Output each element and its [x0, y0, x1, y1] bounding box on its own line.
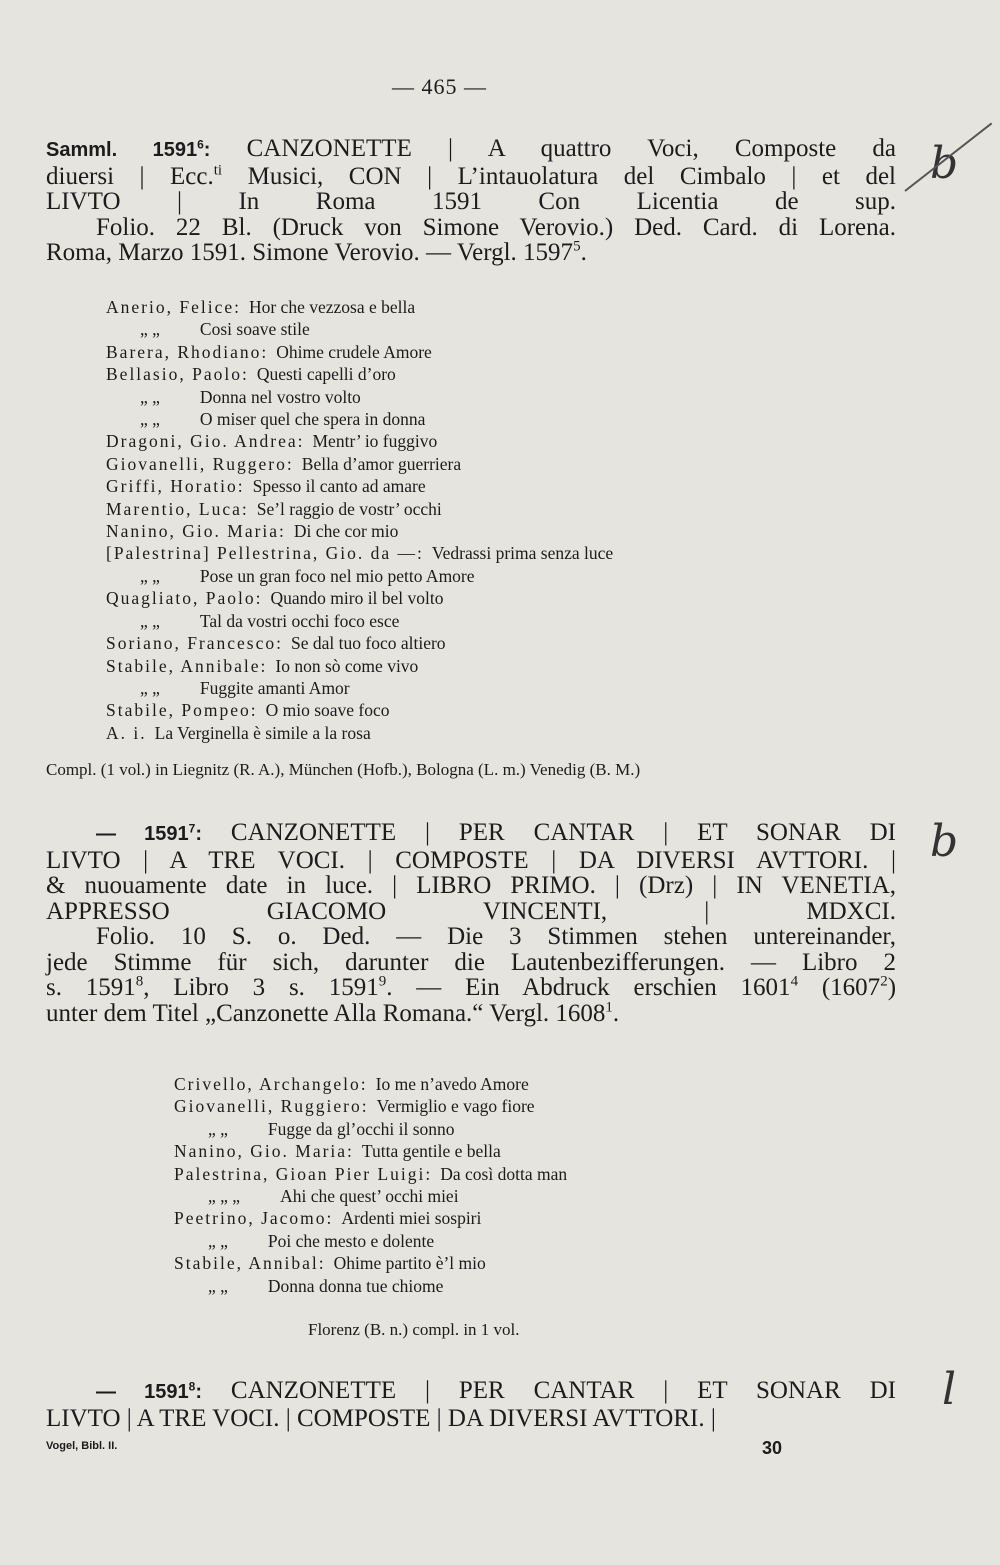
list-item: [174, 1230, 567, 1252]
composer-name: „ „: [208, 1275, 228, 1296]
composer-name: Stabile, Annibal:: [174, 1253, 326, 1274]
page-number: — 465 —: [392, 74, 487, 99]
list-item: [174, 1185, 567, 1207]
piece-title: Fuggite amanti Amor: [199, 677, 350, 698]
text-line: & nuouamente date in luce. | LIBRO PRIMO. | (Drz) | IN VENETIA,: [46, 872, 896, 899]
composer-name: Stabile, Pompeo:: [106, 700, 258, 721]
piece-title: Ohime crudele Amore: [276, 341, 432, 362]
handwritten-margin-mark: b: [930, 138, 959, 189]
text-line: LIVTO | A TRE VOCI. | COMPOSTE | DA DIVERSI AVTTORI. |: [46, 846, 896, 874]
text-line: s. 1591$^8$, Libro 3 s. 1591$^9$. — Ein Abdruck erschien 1601$^4$ (1607$^2$): [46, 973, 897, 1001]
piece-title: Questi capelli d’oro: [256, 364, 396, 385]
handwritten-margin-mark: b: [930, 816, 959, 867]
list-item: [106, 430, 613, 452]
list-item: [106, 363, 613, 385]
piece-title: O mio soave foco: [265, 700, 390, 721]
composer-name: „ „: [140, 409, 160, 430]
composer-name: Peetrino, Jacomo:: [174, 1208, 334, 1229]
list-item: [106, 699, 613, 721]
piece-title: Cosi soave stile: [199, 319, 310, 340]
piece-title: Ardenti miei sospiri: [341, 1208, 482, 1229]
entry-1591-8-description: [46, 1378, 896, 1431]
composer-name: „ „: [208, 1230, 228, 1251]
entry-1591-6-description: [46, 136, 896, 266]
text-line: unter dem Titel „Canzonette Alla Romana.“ Vergl. 1608$^1$.: [46, 999, 620, 1027]
piece-title: Mentr’ io fuggivo: [312, 431, 438, 452]
piece-title: Bella d’amor guerriera: [301, 453, 462, 474]
piece-title: Ahi che quest’ occhi miei: [280, 1186, 459, 1207]
piece-title: O miser quel che spera in donna: [199, 409, 426, 430]
composer-name: Nanino, Gio. Maria:: [174, 1141, 354, 1162]
list-item: [106, 655, 613, 677]
text-line: Folio. 22 Bl. (Druck von Simone Verovio.) Ded. Card. di Lorena.: [96, 213, 896, 241]
list-item: [106, 453, 613, 475]
composer-name: „ „: [208, 1118, 228, 1139]
list-item: [106, 587, 613, 609]
list-item: [174, 1207, 567, 1229]
list-item: [106, 475, 613, 497]
handwritten-margin-mark: l: [942, 1364, 957, 1415]
entry-1591-7-copies: Florenz (B. n.) compl. in 1 vol.: [308, 1320, 520, 1339]
list-item: [106, 408, 613, 430]
text-line: diuersi | Ecc.$^{ti}$ Musici, CON | L’intauolatura del Cimbalo | et del: [46, 162, 897, 190]
composer-name: Quagliato, Paolo:: [106, 588, 263, 609]
composer-name: A. i.: [106, 722, 147, 743]
list-item: [106, 722, 613, 744]
list-item: [174, 1140, 567, 1162]
text-line: LIVTO | A TRE VOCI. | COMPOSTE | DA DIVERSI AVTTORI. |: [46, 1404, 716, 1432]
piece-title: Tal da vostri occhi foco esce: [199, 610, 400, 631]
text-line: Folio. 10 S. o. Ded. — Die 3 Stimmen stehen untereinander,: [96, 923, 896, 950]
list-item: [106, 318, 613, 340]
signature-mark: Vogel, Bibl. II.: [46, 1440, 118, 1452]
composer-name: Nanino, Gio. Maria:: [106, 521, 286, 542]
text-line: — 1591$^7$: CANZONETTE | PER CANTAR | ET SONAR DI: [96, 819, 896, 846]
list-item: [174, 1252, 567, 1274]
composer-name: Giovanelli, Ruggiero:: [174, 1096, 369, 1117]
composer-name: Palestrina, Gioan Pier Luigi:: [174, 1163, 433, 1184]
piece-title: Da così dotta man: [440, 1163, 568, 1184]
entry-1591-6-contents: [106, 296, 613, 744]
composer-name: Stabile, Annibale:: [106, 655, 268, 676]
list-item: [174, 1073, 567, 1095]
list-item: [106, 341, 613, 363]
composer-name: „ „: [140, 610, 160, 631]
piece-title: Fugge da gl’occhi il sonno: [267, 1118, 455, 1139]
piece-title: Vermiglio e vago fiore: [376, 1096, 535, 1117]
composer-name: Anerio, Felice:: [106, 297, 241, 317]
list-item: [106, 386, 613, 408]
composer-name: Barera, Rhodiano:: [106, 341, 269, 362]
composer-name: „ „ „: [208, 1186, 241, 1207]
entry-1591-7-contents: [174, 1073, 567, 1297]
text-line: LIVTO | In Roma 1591 Con Licentia de sup.: [46, 188, 896, 215]
text-line: jede Stimme für sich, darunter die Lautenbezifferungen. — Libro 2: [46, 948, 896, 976]
piece-title: Poi che mesto e dolente: [267, 1230, 435, 1251]
list-item: [174, 1275, 567, 1297]
list-item: [174, 1118, 567, 1140]
composer-name: Crivello, Archangelo:: [174, 1074, 368, 1094]
piece-title: Se’l raggio de vostr’ occhi: [256, 498, 442, 519]
piece-title: Donna donna tue chiome: [267, 1275, 444, 1296]
piece-title: La Verginella è simile a la rosa: [154, 722, 371, 743]
composer-name: „ „: [140, 386, 160, 407]
piece-title: Hor che vezzosa e bella: [248, 297, 416, 317]
text-line: Roma, Marzo 1591. Simone Verovio. — Vergl. 1597$^5$.: [46, 238, 587, 266]
piece-title: Tutta gentile e bella: [361, 1141, 501, 1162]
list-item: [174, 1095, 567, 1117]
composer-name: „ „: [140, 319, 160, 340]
entry-1591-7-description: [46, 820, 896, 1026]
composer-name: „ „: [140, 677, 160, 698]
list-item: [106, 632, 613, 654]
piece-title: Pose un gran foco nel mio petto Amore: [199, 565, 475, 586]
piece-title: Quando miro il bel volto: [270, 588, 444, 609]
composer-name: Soriano, Francesco:: [106, 633, 283, 654]
piece-title: Di che cor mio: [293, 521, 399, 542]
piece-title: Spesso il canto ad amare: [252, 476, 426, 497]
composer-name: Dragoni, Gio. Andrea:: [106, 431, 305, 452]
piece-title: Io me n’avedo Amore: [375, 1074, 529, 1094]
list-item: [106, 520, 613, 542]
entry-1591-6-copies: Compl. (1 vol.) in Liegnitz (R. A.), München (Hofb.), Bologna (L. m.) Venedig (B. M.): [46, 760, 641, 779]
piece-title: Vedrassi prima senza luce: [431, 543, 614, 564]
text-line: APPRESSO GIACOMO VINCENTI, | MDXCI.: [46, 897, 896, 925]
list-item: [106, 677, 613, 699]
signature-number: 30: [762, 1438, 783, 1458]
text-line: — 1591$^8$: CANZONETTE | PER CANTAR | ET SONAR DI: [96, 1377, 896, 1404]
list-item: [106, 498, 613, 520]
composer-name: Griffi, Horatio:: [106, 476, 245, 497]
list-item: [106, 296, 613, 318]
text-line: Samml. 1591$^6$: CANZONETTE | A quattro Voci, Composte da: [46, 135, 896, 162]
list-item: [106, 565, 613, 587]
composer-name: Giovanelli, Ruggero:: [106, 453, 294, 474]
piece-title: Se dal tuo foco altiero: [291, 633, 446, 654]
composer-name: [Palestrina] Pellestrina, Gio. da —:: [106, 543, 424, 564]
list-item: [106, 610, 613, 632]
list-item: [106, 542, 613, 564]
composer-name: „ „: [140, 565, 160, 586]
piece-title: Ohime partito è’l mio: [333, 1253, 486, 1274]
piece-title: Donna nel vostro volto: [199, 386, 361, 407]
composer-name: Bellasio, Paolo:: [106, 364, 249, 385]
piece-title: Io non sò come vivo: [275, 655, 419, 676]
composer-name: Marentio, Luca:: [106, 498, 249, 519]
list-item: [174, 1163, 567, 1185]
